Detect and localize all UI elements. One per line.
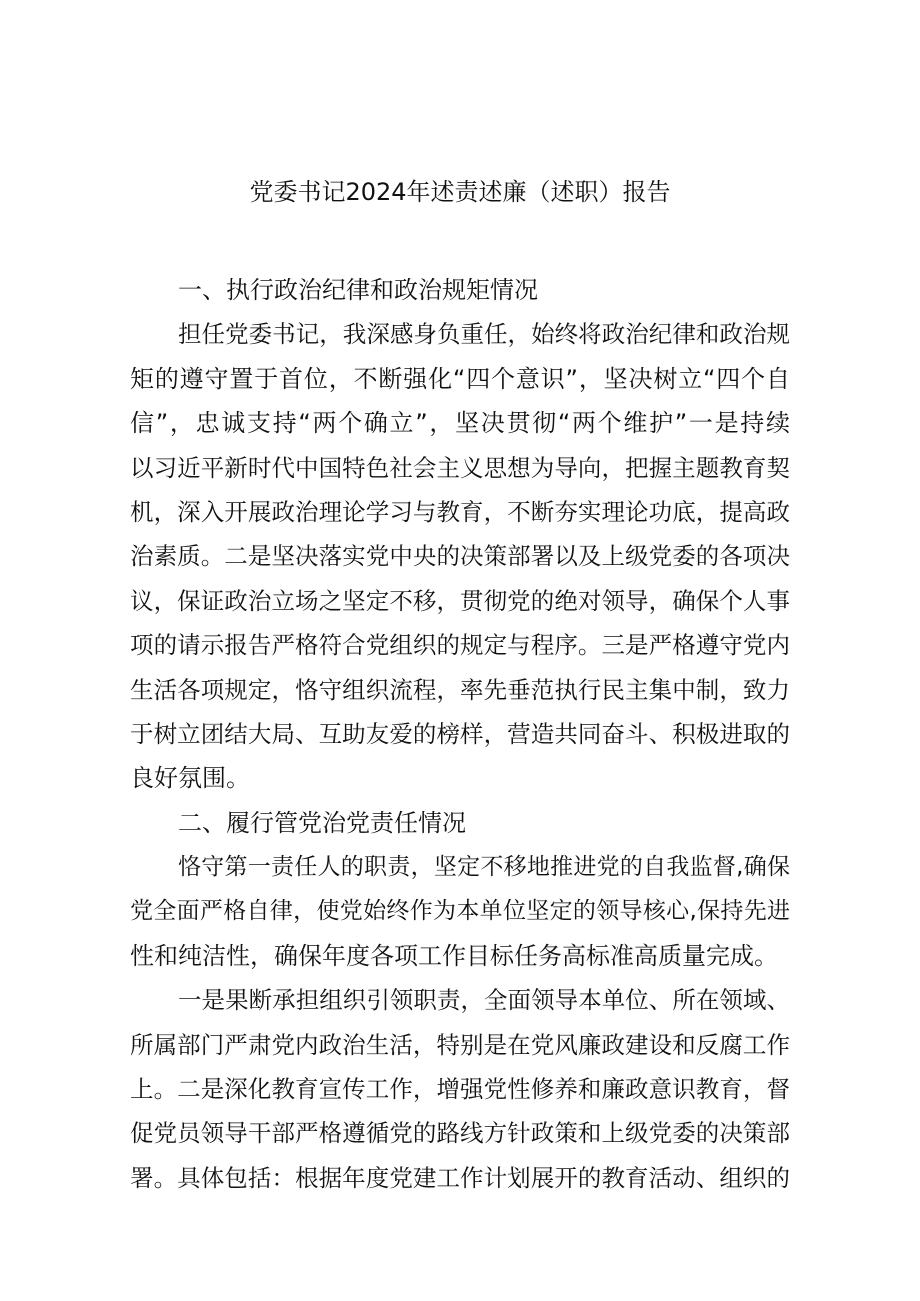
document-body — [130, 268, 790, 1200]
paragraph-line: 上。二是深化教育宣传工作，增强党性修养和廉政意识教育，督 — [130, 1075, 790, 1104]
paragraph-line: 生活各项规定，恪守组织流程，率先垂范执行民主集中制，致力 — [130, 675, 790, 704]
paragraph-line: 担任党委书记，我深感身负重任，始终将政治纪律和政治规 — [178, 320, 790, 349]
paragraph-line: 于树立团结大局、互助友爱的榜样，营造共同奋斗、积极进取的 — [130, 719, 790, 748]
paragraph-line: 所属部门严肃党内政治生活，特别是在党风廉政建设和反腐工作 — [130, 1030, 790, 1059]
paragraph-line: 署。具体包括：根据年度党建工作计划展开的教育活动、组织的 — [130, 1163, 790, 1192]
paragraph-line: 促党员领导干部严格遵循党的路线方针政策和上级党委的决策部 — [130, 1119, 790, 1148]
paragraph-line: 项的请示报告严格符合党组织的规定与程序。三是严格遵守党内 — [130, 631, 790, 660]
paragraph-line: 性和纯洁性，确保年度各项工作目标任务高标准高质量完成。 — [130, 941, 778, 970]
paragraph-line: 议，保证政治立场之坚定不移，贯彻党的绝对领导，确保个人事 — [130, 586, 790, 615]
paragraph-line: 矩的遵守置于首位，不断强化“四个意识”，坚决树立“四个自 — [130, 364, 790, 393]
section-heading-1: 一、执行政治纪律和政治规矩情况 — [178, 276, 538, 304]
section-heading-2: 二、履行管党治党责任情况 — [178, 808, 466, 837]
paragraph-line: 以习近平新时代中国特色社会主义思想为导向，把握主题教育契 — [130, 453, 790, 482]
paragraph-line: 一是果断承担组织引领职责，全面领导本单位、所在领域、 — [178, 986, 790, 1015]
paragraph-line: 治素质。二是坚决落实党中央的决策部署以及上级党委的各项决 — [130, 542, 790, 571]
paragraph-line: 机，深入开展政治理论学习与教育，不断夯实理论功底，提高政 — [130, 497, 790, 526]
paragraph-line: 信”，忠诚支持“两个确立”，坚决贯彻“两个维护”一是持续 — [130, 409, 790, 438]
paragraph-line: 良好氛围。 — [130, 764, 250, 793]
paragraph-line: 党全面严格自律，使党始终作为本单位坚定的领导核心,保持先进 — [130, 898, 790, 925]
paragraph-line: 恪守第一责任人的职责，坚定不移地推进党的自我监督,确保 — [178, 854, 790, 881]
document-title: 党委书记2024年述责述廉（述职）报告 — [249, 178, 671, 206]
